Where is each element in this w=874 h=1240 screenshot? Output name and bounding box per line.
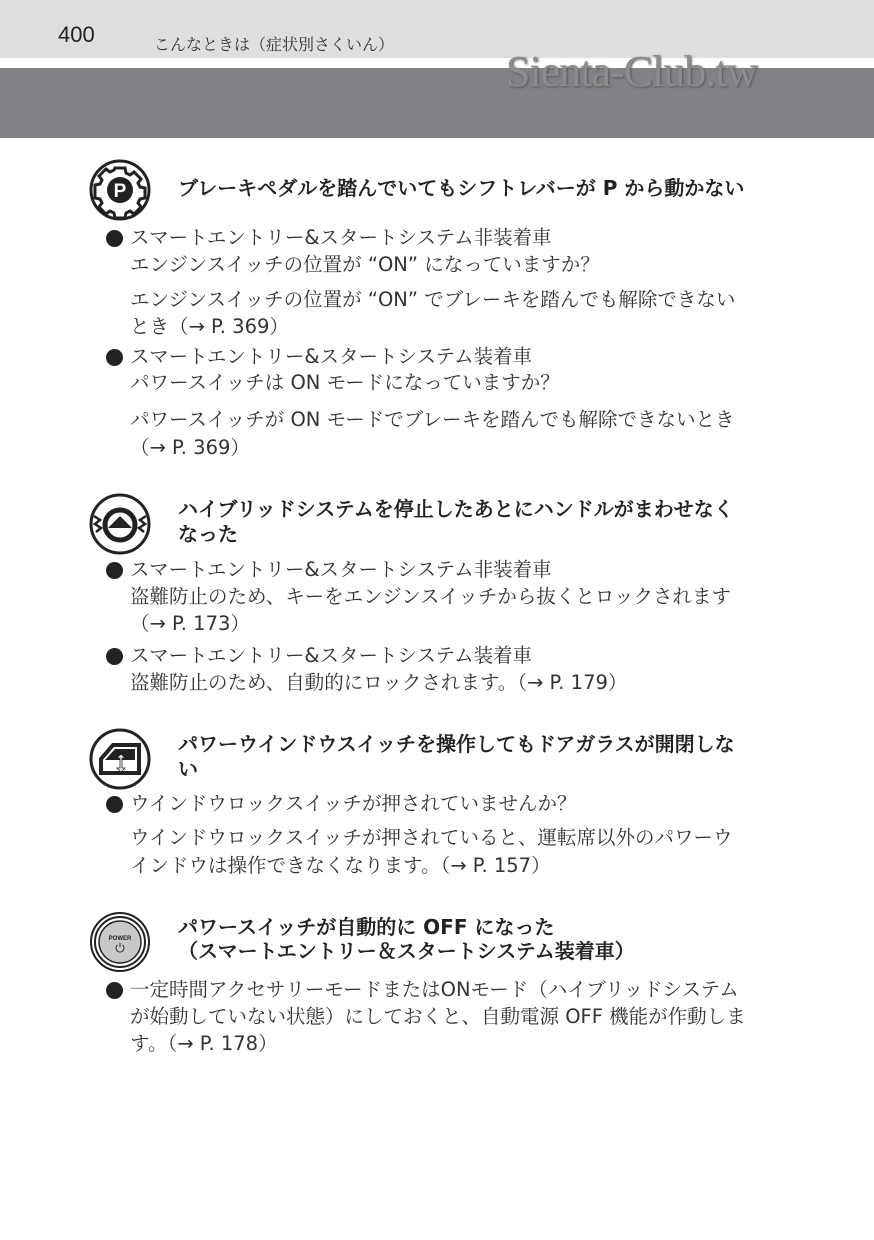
- text-line: エンジンスイッチの位置が “ON” になっていますか？: [130, 253, 600, 276]
- text-line: スマートエントリー&スタートシステム装着車: [130, 345, 533, 368]
- text-line: （→ P. 173）: [130, 612, 250, 635]
- section-title: こんなときは（症状別さくいん）: [154, 35, 395, 54]
- section-4-title: パワースイッチが自動的に OFF になった: [178, 915, 555, 939]
- svg-text:P: P: [113, 181, 127, 202]
- bullet: [106, 648, 123, 665]
- section-2-title: ハイブリッドシステムを停止したあとにハンドルがまわせなく: [178, 497, 734, 521]
- text-line: （→ P. 369）: [130, 436, 250, 459]
- bullet: [106, 982, 123, 999]
- text-line: エンジンスイッチの位置が “ON” でブレーキを踏んでも解除できない: [130, 288, 736, 311]
- bullet: [106, 230, 123, 247]
- section-3-title: パワーウインドウスイッチを操作してもドアガラスが開閉しな: [178, 732, 735, 756]
- steering-lock-icon: [88, 492, 152, 556]
- power-switch-icon: [88, 910, 152, 974]
- bullet: [106, 349, 123, 366]
- text-line: す。（→ P. 178）: [130, 1032, 278, 1055]
- text-line: 盗難防止のため、自動的にロックされます。（→ P. 179）: [130, 671, 628, 694]
- text-line: スマートエントリー&スタートシステム装着車: [130, 644, 533, 667]
- text-line: スマートエントリー&スタートシステム非装着車: [130, 226, 552, 249]
- section-3-title-cont: い: [178, 757, 198, 781]
- text-line: が始動していない状態）にしておくと、自動電源 OFF 機能が作動しま: [130, 1005, 746, 1028]
- text-line: 盗難防止のため、キーをエンジンスイッチから抜くとロックされます: [130, 585, 731, 608]
- bullet: [106, 796, 123, 813]
- power-window-icon: [88, 727, 152, 791]
- text-line: パワースイッチが ON モードでブレーキを踏んでも解除できないとき: [130, 408, 735, 431]
- text-line: パワースイッチは ON モードになっていますか？: [130, 371, 560, 394]
- page-number: 400: [58, 22, 95, 47]
- section-1-title: ブレーキペダルを踏んでいてもシフトレバーが P から動かない: [178, 176, 745, 200]
- shift-lock-gear-p-icon: [88, 158, 152, 222]
- text-line: ウインドウロックスイッチが押されていませんか？: [130, 792, 577, 815]
- section-2-title-cont: なった: [178, 522, 238, 546]
- watermark: Sienta-Club.tw: [506, 47, 758, 96]
- text-line: とき（→ P. 369）: [130, 315, 289, 338]
- text-line: ウインドウロックスイッチが押されていると、運転席以外のパワーウ: [130, 826, 733, 849]
- text-line: インドウは操作できなくなります。（→ P. 157）: [130, 854, 551, 877]
- text-line: 一定時間アクセサリーモードまたはONモード（ハイブリッドシステム: [130, 978, 739, 1001]
- text-line: スマートエントリー&スタートシステム非装着車: [130, 558, 552, 581]
- section-4-title-cont: （スマートエントリー＆スタートシステム装着車）: [178, 939, 635, 963]
- svg-text:POWER: POWER: [108, 936, 132, 942]
- bullet: [106, 562, 123, 579]
